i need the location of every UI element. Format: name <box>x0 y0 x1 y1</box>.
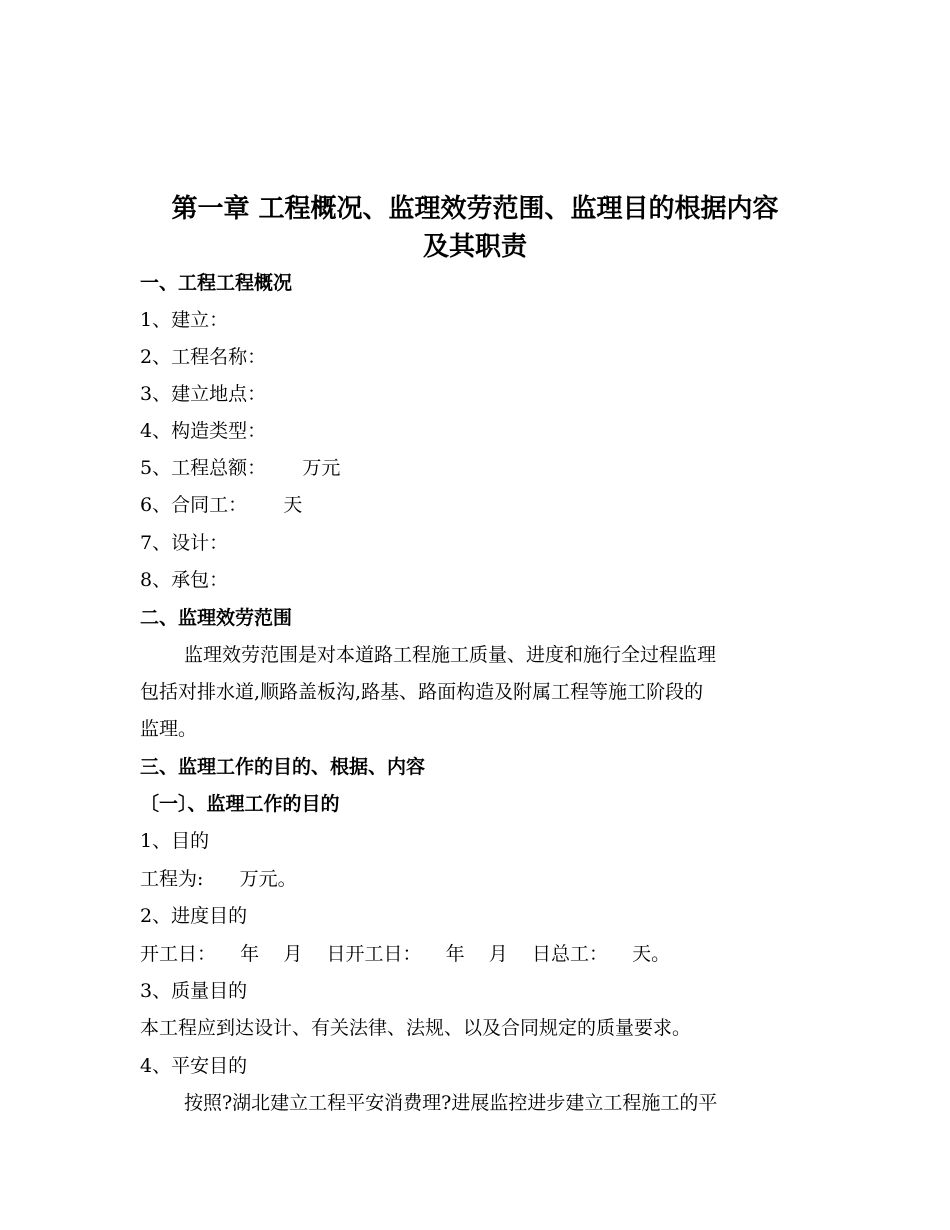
scope-paragraph-line-3: 监理。 <box>140 718 198 740</box>
objective-line-7: 4、平安目的 <box>140 1055 248 1077</box>
chapter-title-line-1: 第一章 工程概况、监理效劳范围、监理目的根据内容 <box>171 194 779 224</box>
project-item-1: 1、建立： <box>140 309 229 331</box>
scope-paragraph-line-1: 监理效劳范围是对本道路工程施工质量、进度和施行全过程监理 <box>184 644 717 666</box>
section-1-heading: 一、工程工程概况 <box>140 272 293 294</box>
objective-line-2: 工程为: 万元。 <box>140 868 297 890</box>
section-2-heading: 二、监理效劳范围 <box>140 607 293 629</box>
project-item-5: 5、工程总额： 万元 <box>140 457 341 479</box>
objective-line-3: 2、进度目的 <box>140 905 248 927</box>
project-item-4: 4、构造类型： <box>140 420 267 442</box>
project-item-8: 8、承包： <box>140 569 229 591</box>
objective-line-4: 开工日： 年 月 日开工日： 年 月 日总工： 天。 <box>140 943 671 965</box>
section-3-subheading: 〔一〕、监理工作的目的 <box>140 793 340 815</box>
objective-line-1: 1、目的 <box>140 830 210 852</box>
section-3-heading: 三、监理工作的目的、根据、内容 <box>140 756 426 778</box>
project-item-2: 2、工程名称： <box>140 346 267 368</box>
safety-paragraph-line-1: 按照?湖北建立工程平安消费理?进展监控进步建立工程施工的平 <box>184 1092 718 1114</box>
objective-line-6: 本工程应到达设计、有关法律、法规、以及合同规定的质量要求。 <box>140 1017 692 1039</box>
objective-line-5: 3、质量目的 <box>140 980 248 1002</box>
project-item-6: 6、合同工： 天 <box>140 494 303 516</box>
project-item-7: 7、设计： <box>140 532 229 554</box>
project-item-3: 3、建立地点： <box>140 383 267 405</box>
scope-paragraph-line-2: 包括对排水道,顺路盖板沟,路基、路面构造及附属工程等施工阶段的 <box>140 681 704 703</box>
chapter-title-line-2: 及其职责 <box>422 232 527 262</box>
